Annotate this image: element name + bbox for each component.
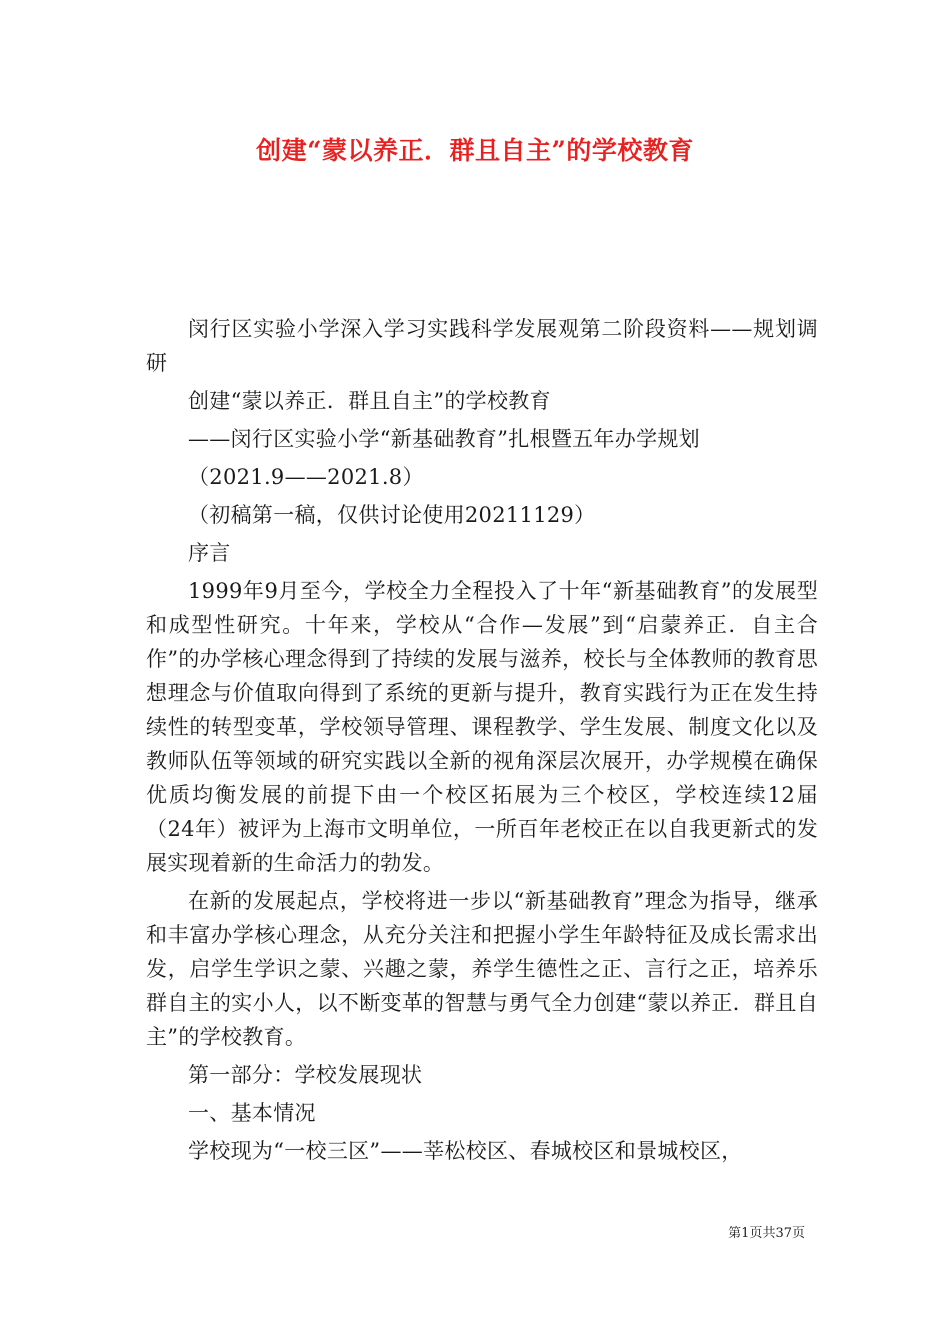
document-body: [146, 312, 818, 1172]
paragraph-part-one-heading: 第一部分：学校发展现状: [188, 1063, 423, 1087]
paragraph-heading: 创建“蒙以养正．群且自主”的学校教育: [188, 389, 551, 413]
page-number-footer: 第1页共37页: [728, 1226, 805, 1241]
paragraph-plan-name: ——闵行区实验小学“新基础教育”扎根暨五年办学规划: [188, 427, 700, 451]
paragraph-subtitle-line: 闵行区实验小学深入学习实践科学发展观第二阶段资料——规划调研: [146, 317, 818, 375]
paragraph-draft-note: （初稿第一稿，仅供讨论使用20211129）: [188, 503, 596, 527]
paragraph-preface-heading: 序言: [188, 541, 231, 565]
paragraph-preface-body-1: 1999年9月至今，学校全力全程投入了十年“新基础教育”的发展型和成型性研究。十年来，学校从“合作—发展”到“启蒙养正．自主合作”的办学核心理念得到了持续的发展与滋养，校长与全体教师的教育思想理念与价值取向得到了系统的更新与提升，教育实践行为正在发生持续性的转型变革，学校领导管理、课程教学、学生发展、制度文化以及教师队伍等领域的研究实践以全新的视角深层次展开，办学规模在确保优质均衡发展的前提下由一个校区拓展为三个校区，学校连续12届（24年）被评为上海市文明单位，一所百年老校正在以自我更新式的发展实现着新的生命活力的勃发。: [146, 579, 818, 875]
paragraph-date-range: （2021.9——2021.8）: [188, 465, 424, 489]
paragraph-preface-body-2: 在新的发展起点，学校将进一步以“新基础教育”理念为指导，继承和丰富办学核心理念，从充分关注和把握小学生年龄特征及成长需求出发，启学生学识之蒙、兴趣之蒙，养学生德性之正、言行之正，培养乐群自主的实小人，以不断变革的智慧与勇气全力创建“蒙以养正．群且自主”的学校教育。: [146, 889, 818, 1049]
paragraph-section-heading: 一、基本情况: [188, 1101, 316, 1125]
paragraph-section-body: 学校现为“一校三区”——莘松校区、春城校区和景城校区，: [188, 1139, 743, 1163]
document-title: 创建“蒙以养正．群且自主”的学校教育: [256, 136, 694, 165]
